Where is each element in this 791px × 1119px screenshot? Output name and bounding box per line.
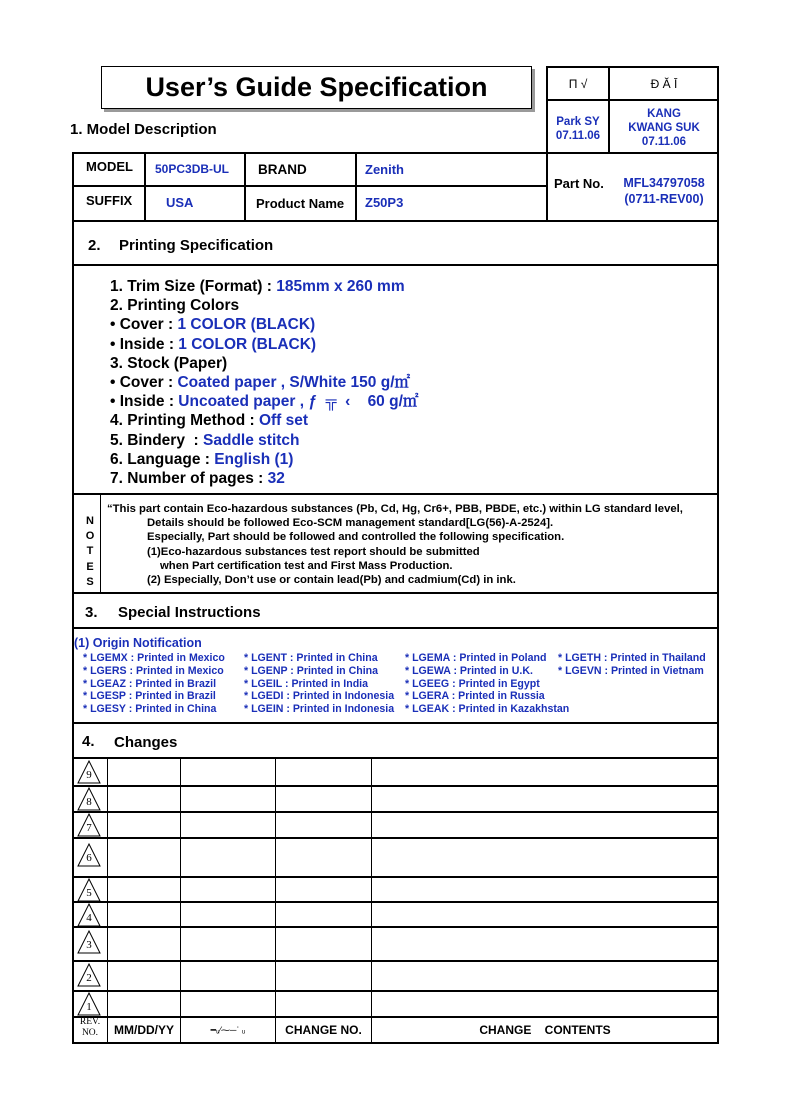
- change-no-column-label: CHANGE NO.: [285, 1023, 362, 1037]
- origin-entry: * LGEEG : Printed in Egypt: [405, 677, 540, 690]
- origin-entry: * LGEMA : Printed in Poland: [405, 652, 547, 664]
- origin-entry: * LGENT : Printed in China: [244, 652, 378, 664]
- revision-triangle: [77, 930, 101, 954]
- part-no-label: Part No.: [554, 176, 604, 191]
- printing-spec-value: Saddle stitch: [203, 431, 300, 449]
- revision-number: 2: [86, 972, 92, 984]
- revision-number: 4: [86, 912, 92, 924]
- printing-spec-label: 2. Printing Colors: [110, 297, 240, 315]
- printing-spec-value: 185mm x 260 mm: [276, 278, 405, 295]
- printing-spec-value: 1 COLOR (BLACK): [178, 335, 317, 353]
- document-title: User’s Guide Specification: [101, 66, 532, 109]
- model-section-heading: 1. Model Description: [70, 121, 217, 138]
- revision-number: 9: [86, 769, 92, 781]
- origin-entry: * LGETH : Printed in Thailand: [558, 652, 706, 664]
- date-column-label: MM/DD/YY: [114, 1023, 174, 1037]
- printing-spec-line: [110, 469, 418, 488]
- notes-side-letter: E: [86, 560, 94, 573]
- notes-side-letter: O: [85, 530, 95, 543]
- revision-triangle: [77, 787, 101, 811]
- suffix-value: USA: [166, 195, 194, 210]
- printing-spec-label: • Cover :: [110, 316, 178, 334]
- notes-line: (1)Eco-hazardous substances test report should be submitted: [147, 545, 480, 558]
- brand-value: Zenith: [365, 162, 404, 177]
- notes-line: Details should be followed Eco-SCM management standard[LG(56)-A-2524].: [147, 517, 554, 530]
- revision-triangle: [77, 813, 101, 837]
- printing-spec-label: 3. Stock (Paper): [110, 354, 228, 372]
- notes-side-letter: T: [86, 545, 94, 558]
- printing-spec-line: [110, 335, 418, 354]
- product-name-value: Z50P3: [365, 195, 404, 210]
- printing-spec-value: English (1): [214, 450, 294, 468]
- special-heading-number: 3.: [85, 604, 98, 621]
- origin-entry: * LGEVN : Printed in Vietnam: [558, 664, 704, 677]
- printing-spec-line: [110, 277, 418, 296]
- revision-triangle: [77, 760, 101, 784]
- notes-side-letter: S: [86, 575, 94, 588]
- approval-head-2: Đ Ă Ī: [650, 77, 678, 91]
- approver-2: [610, 107, 718, 149]
- printing-heading: Printing Specification: [119, 237, 274, 254]
- approver-1-date: 07.11.06: [555, 130, 601, 142]
- notes-side-letter: N: [86, 515, 94, 527]
- brand-label: BRAND: [258, 162, 307, 177]
- part-no-value: [610, 175, 718, 207]
- suffix-label: SUFFIX: [86, 193, 133, 208]
- part-no-number: MFL34797058: [623, 176, 705, 190]
- notes-line: “This part contain Eco-hazardous substances (Pb, Cd, Hg, Cr6+, PBB, PBDE, etc.) within LG standard level,: [107, 503, 683, 515]
- notes-line: when Part certification test and First Mass Production.: [160, 559, 453, 572]
- printing-spec-line: [110, 373, 418, 392]
- origin-entry: * LGEMX : Printed in Mexico: [83, 652, 225, 664]
- printing-spec-value: Coated paper , S/White 150 g/㎡: [177, 374, 410, 392]
- origin-entry: * LGEIN : Printed in Indonesia: [244, 703, 395, 716]
- revision-triangle: [77, 963, 101, 987]
- notes-text: [107, 502, 683, 587]
- changes-heading-number: 4.: [82, 733, 95, 750]
- printing-spec-label: 7. Number of pages :: [110, 470, 268, 488]
- revision-triangle: [77, 843, 101, 867]
- change-contents-column-label: CHANGE CONTENTS: [479, 1023, 611, 1037]
- printing-spec-line: [110, 411, 418, 430]
- notes-side-label: [80, 514, 100, 590]
- origin-column: [558, 652, 706, 678]
- origin-entry: * LGEAZ : Printed in Brazil: [83, 677, 217, 690]
- origin-column: [83, 652, 225, 716]
- origin-column: [405, 652, 569, 716]
- printing-spec-value: Off set: [258, 412, 309, 430]
- origin-entry: * LGERS : Printed in Mexico: [83, 664, 224, 677]
- printing-spec-line: [110, 450, 418, 469]
- approver-1-name: Park SY: [556, 116, 600, 128]
- approver-1: [548, 115, 608, 143]
- model-label: MODEL: [86, 159, 133, 174]
- printing-spec-label: • Inside :: [110, 335, 179, 353]
- changes-heading: Changes: [114, 734, 178, 751]
- product-name-label: Product Name: [256, 196, 345, 211]
- rev-no-label: REV. NO.: [79, 1017, 101, 1038]
- revision-triangle: [77, 878, 101, 902]
- printing-spec-label: 1. Trim Size (Format) :: [110, 278, 277, 295]
- origin-entry: * LGEDI : Printed in Indonesia: [244, 690, 395, 703]
- revision-number: 3: [86, 939, 92, 951]
- notes-line: Especially, Part should be followed and controlled the following specification.: [147, 531, 565, 544]
- approver-2-date: 07.11.06: [641, 136, 687, 148]
- origin-notification-title: (1) Origin Notification: [74, 636, 202, 650]
- printing-spec-label: • Cover :: [110, 374, 178, 392]
- printing-heading-number: 2.: [88, 237, 101, 254]
- special-heading: Special Instructions: [118, 604, 261, 621]
- origin-entry: * LGEIL : Printed in India: [244, 677, 368, 690]
- approval-head-1: Π √: [568, 77, 588, 91]
- origin-entry: * LGEWA : Printed in U.K.: [405, 664, 533, 677]
- printing-spec-line: [110, 296, 418, 315]
- printing-spec-value: 1 COLOR (BLACK): [177, 316, 316, 334]
- revision-number: 5: [86, 887, 92, 899]
- origin-entry: * LGESY : Printed in China: [83, 703, 217, 716]
- revision-number: 6: [86, 852, 92, 864]
- model-value: 50PC3DB-UL: [155, 162, 230, 176]
- revision-triangle: [77, 903, 101, 927]
- printing-spec-value: 32: [267, 470, 285, 488]
- printing-spec-line: [110, 392, 418, 411]
- printing-spec-label: • Inside :: [110, 393, 179, 411]
- printing-spec-line: [110, 315, 418, 334]
- revision-number: 1: [86, 1001, 92, 1013]
- origin-column: [244, 652, 394, 716]
- origin-entry: * LGESP : Printed in Brazil: [83, 690, 216, 703]
- origin-entry: * LGERA : Printed in Russia: [405, 690, 545, 703]
- printing-spec-value: Uncoated paper , ƒ ╦ ‹ 60 g/㎡: [178, 393, 419, 411]
- printing-spec-label: 6. Language :: [110, 450, 215, 468]
- notes-line: (2) Especially, Don’t use or contain lead(Pb) and cadmium(Cd) in ink.: [147, 574, 516, 587]
- approver-2-name: KANG KWANG SUK: [628, 108, 700, 134]
- part-no-revision: (0711-REV00): [624, 192, 704, 206]
- printing-spec-list: [110, 277, 418, 488]
- printing-spec-label: 4. Printing Method :: [110, 412, 259, 430]
- mark-column-label: ━ᵤ⁄⁓─ʿ ᵤ: [210, 1024, 246, 1035]
- revision-triangle: [77, 992, 101, 1016]
- printing-spec-label: 5. Bindery :: [110, 431, 204, 449]
- printing-spec-line: [110, 431, 418, 450]
- origin-entry: * LGENP : Printed in China: [244, 664, 379, 677]
- revision-number: 8: [86, 796, 92, 808]
- printing-spec-line: [110, 354, 418, 373]
- origin-entry: * LGEAK : Printed in Kazakhstan: [405, 703, 570, 716]
- revision-number: 7: [86, 822, 92, 834]
